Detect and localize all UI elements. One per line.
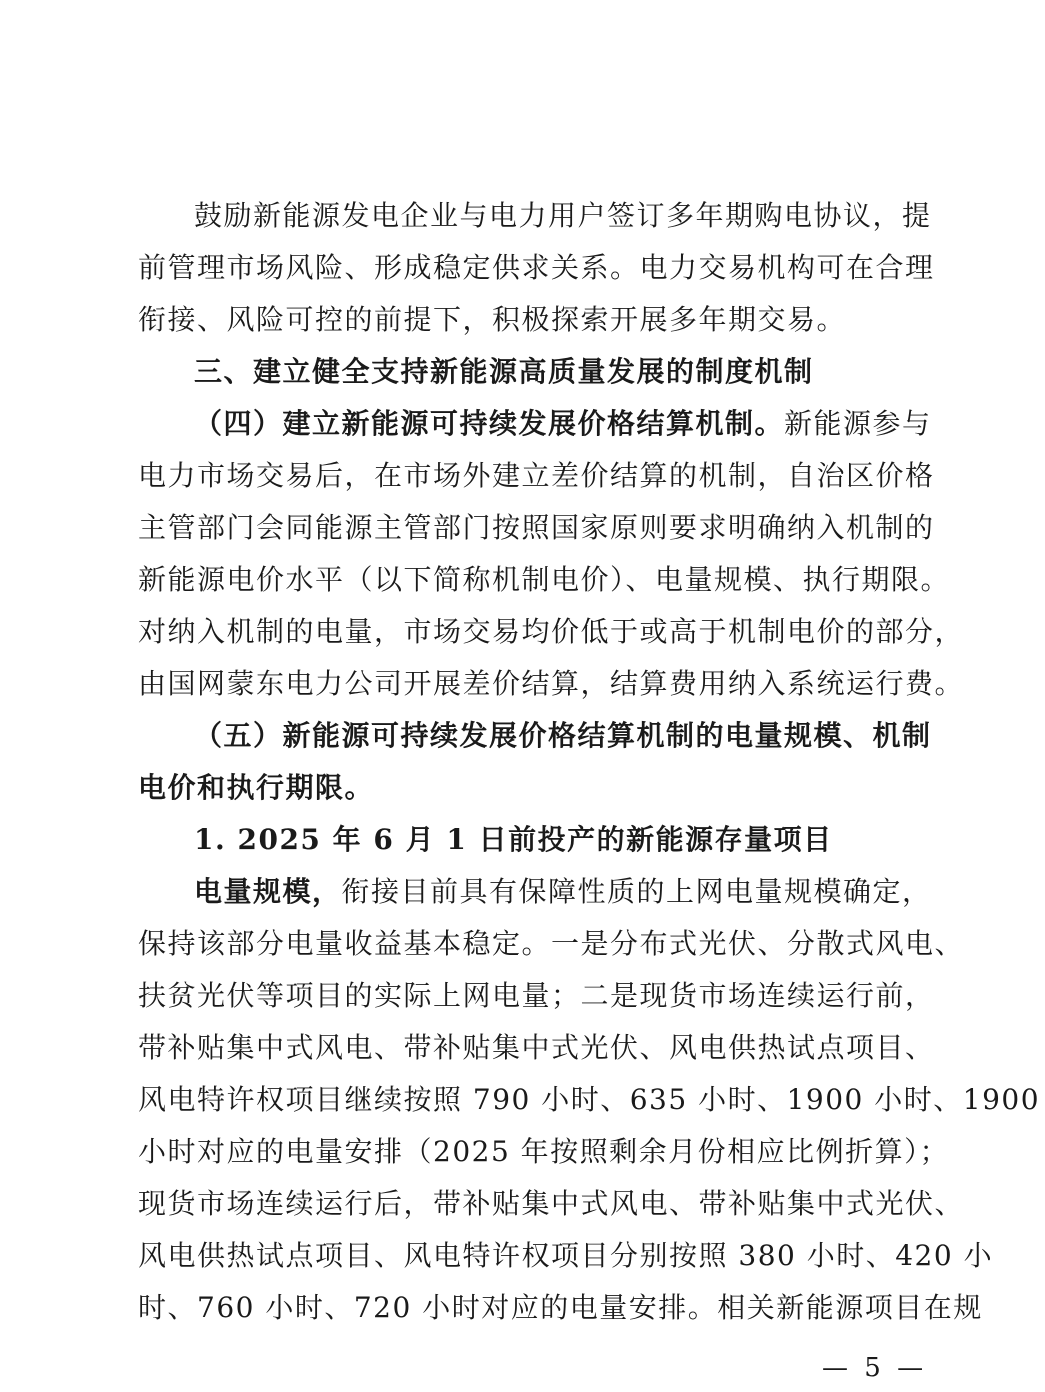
page-number: — 5 — [822, 1353, 928, 1383]
text-line: 主管部门会同能源主管部门按照国家原则要求明确纳入机制的 [138, 511, 935, 544]
text-line: 风电特许权项目继续按照 790 小时、635 小时、1900 小时、1900 [138, 1083, 1041, 1116]
subsection-heading: 电价和执行期限。 [138, 771, 375, 804]
text-line: 现货市场连续运行后，带补贴集中式风电、带补贴集中式光伏、 [138, 1187, 965, 1220]
text-line: 带补贴集中式风电、带补贴集中式光伏、风电供热试点项目、 [138, 1031, 935, 1064]
subsection-heading: （五）新能源可持续发展价格结算机制的电量规模、机制 [194, 719, 932, 752]
text-line: 对纳入机制的电量，市场交易均价低于或高于机制电价的部分， [138, 615, 965, 648]
text-line: 新能源电价水平（以下简称机制电价）、电量规模、执行期限。 [138, 563, 951, 596]
text-run: 衔接目前具有保障性质的上网电量规模确定， [341, 875, 932, 908]
text-line: 时、760 小时、720 小时对应的电量安排。相关新能源项目在规 [138, 1291, 983, 1324]
text-line: 保持该部分电量收益基本稳定。一是分布式光伏、分散式风电、 [138, 927, 965, 960]
text-run: 新能源参与 [784, 407, 932, 440]
item-heading: 1. 2025 年 6 月 1 日前投产的新能源存量项目 [194, 823, 833, 856]
term-label: 电量规模， [194, 875, 342, 908]
section-heading: 三、建立健全支持新能源高质量发展的制度机制 [194, 355, 814, 388]
text-line [194, 398, 932, 450]
text-line: 鼓励新能源发电企业与电力用户签订多年期购电协议，提 [194, 199, 932, 232]
text-line: 风电供热试点项目、风电特许权项目分别按照 380 小时、420 小 [138, 1239, 994, 1272]
text-line: 小时对应的电量安排（2025 年按照剩余月份相应比例折算）； [138, 1135, 950, 1168]
text-line: 由国网蒙东电力公司开展差价结算，结算费用纳入系统运行费。 [138, 667, 965, 700]
text-line: 扶贫光伏等项目的实际上网电量；二是现货市场连续运行前， [138, 979, 935, 1012]
text-line: 衔接、风险可控的前提下，积极探索开展多年期交易。 [138, 303, 847, 336]
text-line [194, 866, 932, 918]
subsection-heading: （四）建立新能源可持续发展价格结算机制。 [194, 407, 785, 440]
text-line: 前管理市场风险、形成稳定供求关系。电力交易机构可在合理 [138, 251, 935, 284]
text-line: 电力市场交易后，在市场外建立差价结算的机制，自治区价格 [138, 459, 935, 492]
